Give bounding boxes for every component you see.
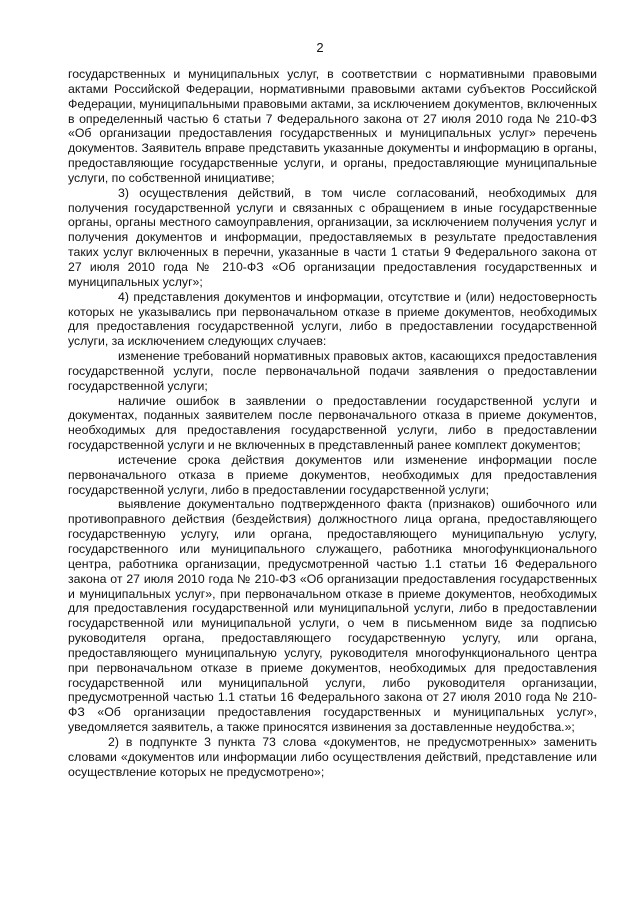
paragraph-item-4: 4) представления документов и информации, отсутствие и (или) недостоверность которых не указывались при первоначальном отказе в приеме документов, необходимых для предоставления государственной услуги, либо в предоставлении государственной услуги, за исключением следующих случаев: bbox=[68, 289, 597, 349]
paragraph-case-errors: наличие ошибок в заявлении о предоставлении государственной услуги и документах, поданных заявителем после первоначального отказа в приеме документов, необходимых для предоставления государственной услуги, либо в предоставлении государственной услуги и не включенных в представленный ранее комплект документов; bbox=[68, 393, 597, 453]
paragraph-continuation: государственных и муниципальных услуг, в соответствии с нормативными правовыми актами Российской Федерации, нормативными правовыми актами субъектов Российской Федерации, муниципальными правовыми актами, за исключением документов, включенных в определенный частью 6 статьи 7 Федерального закона от 27 июля 2010 года № 210-ФЗ «Об организации предоставления государственных и муниципальных услуг» перечень документов. Заявитель вправе представить указанные документы и информацию в органы, предоставляющие государственные услуги, и органы, предоставляющие муниципальные услуги, по собственной инициативе; bbox=[68, 67, 597, 185]
paragraph-case-requirements-change: изменение требований нормативных правовых актов, касающихся предоставления государственной услуги, после первоначальной подачи заявления о предоставлении государственной услуги; bbox=[68, 349, 597, 393]
paragraph-case-wrongful-action: выявление документально подтвержденного факта (признаков) ошибочного или противоправного действия (бездействия) должностного лица органа, предоставляющего государственную услугу, или органа, предоставляющего муниципальную услугу, государственного или муниципального служащего, работника многофункционального центра, работника организации, предусмотренной частью 1.1 статьи 16 Федерального закона от 27 июля 2010 года № 210-ФЗ «Об организации предоставления государственных и муниципальных услуг», при первоначальном отказе в приеме документов, необходимых для предоставления государственной или муниципальной услуги, либо в предоставлении государственной или муниципальной услуги, о чем в письменном виде за подписью руководителя органа, предоставляющего государственную услугу, или органа, предоставляющего муниципальную услугу, руководителя многофункционального центра при первоначальном отказе в приеме документов, необходимых для предоставления государственной или муниципальной услуги, либо руководителя организации, предусмотренной частью 1.1 статьи 16 Федерального закона от 27 июля 2010 года № 210-ФЗ «Об организации предоставления государственных и муниципальных услуг», уведомляется заявитель, а также приносятся извинения за доставленные неудобства.»; bbox=[68, 497, 597, 735]
paragraph-item-3: 3) осуществления действий, в том числе согласований, необходимых для получения государственной услуги и связанных с обращением в иные государственные органы, органы местного самоуправления, организации, за исключением получения услуг и получения документов и информации, предоставляемых в результате предоставления таких услуг включенных в перечни, указанные в части 1 статьи 9 Федерального закона от 27 июля 2010 года № 210-ФЗ «Об организации предоставления государственных и муниципальных услуг»; bbox=[68, 185, 597, 289]
paragraph-item-2-amendment: 2) в подпункте 3 пункта 73 слова «документов, не предусмотренных» заменить словами «документов или информации либо осуществления действий, представление или осуществление которых не предусмотрено»; bbox=[68, 734, 597, 779]
page-number: 2 bbox=[316, 40, 324, 55]
document-body bbox=[68, 67, 597, 780]
paragraph-case-expiry: истечение срока действия документов или изменение информации после первоначального отказа в приеме документов, необходимых для предоставления государственной услуги, либо в предоставлении государственной услуги; bbox=[68, 452, 597, 497]
